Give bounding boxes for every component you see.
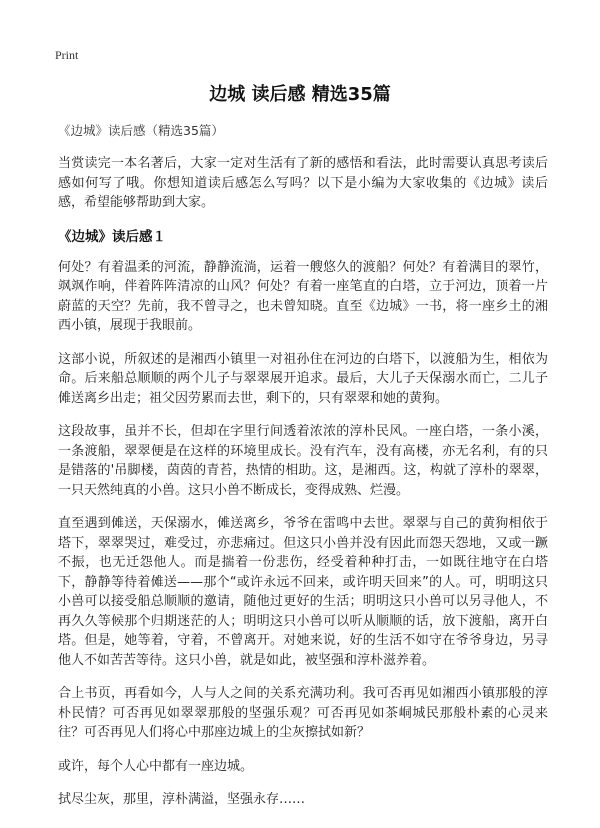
print-label: Print — [55, 48, 79, 62]
body-paragraph-1: 何处？有着温柔的河流，静静流淌，运着一艘悠久的渡船？何处？有着满目的翠竹，飒飒作响，伴着阵阵清凉的山风？何处？有着一座笔直的白塔，立于河边，顶着一片蔚蓝的天空？先前，我不曾寻之，也未曾知晓。直至《边城》一书，将一座乡土的湘西小镇，展现于我眼前。 — [58, 259, 548, 333]
body-paragraph-7: 拭尽尘灰，那里，淳朴满溢，坚强永存…… — [58, 792, 306, 807]
page-title: 边城 读后感 精选35篇 — [209, 84, 391, 105]
section-heading: 《边城》读后感１ — [58, 228, 166, 245]
document-subtitle: 《边城》读后感（精选35篇） — [58, 123, 224, 138]
body-paragraph-3: 这段故事，虽并不长，但却在字里行间透着浓浓的淳朴民风。一座白塔，一条小溪，一条渡船，翠翠便是在这样的环境里成长。没有汽车，没有高楼，亦无名利，有的只是错落的'吊脚楼，茵茵的青苔，热情的相助。这，是湘西。这，构就了淳朴的翠翠，一只天然纯真的小兽。这只小兽不断成长，变得成熟、烂漫。 — [58, 424, 548, 498]
body-paragraph-5: 合上书页，再看如今，人与人之间的关系充满功利。我可否再见如湘西小镇那般的淳朴民情？可否再见如翠翠那般的坚强乐观？可否再见如茶峒城民那般朴素的心灵来往？可否再见人们将心中那座边城上的尘灰擦拭如新？ — [58, 686, 548, 740]
body-paragraph-6: 或许，每个人心中都有一座边城。 — [58, 758, 254, 774]
body-paragraph-4: 直至遇到傩送，天保溺水，傩送离乡，爷爷在雷鸣中去世。翠翠与自己的黄狗相依于塔下，翠翠哭过，难受过，亦悲痛过。但这只小兽并没有因此而怨天怨地，又或一蹶不振，也无迁怨他人。而是揣着一份悲伤，经受着种种打击，一如既往地守在白塔下，静静等待着傩送——那个“或许永远不回来，或许明天回来”的人。可，明明这只小兽可以接受船总顺顺的邀请，随他过更好的生活；明明这只小兽可以另寻他人，不再久久等候那个归期迷茫的人；明明这只小兽可以听从顺顺的话，放下渡船，离开白塔。但是，她等着，守着，不曾离开。对她来说，好的生活不如守在爷爷身边，另寻他人不如苦苦等待。这只小兽，就是如此，被坚强和淳朴滋养着。 — [58, 516, 548, 668]
body-paragraph-2: 这部小说，所叙述的是湘西小镇里一对祖孙住在河边的白塔下，以渡船为生，相依为命。后来船总顺顺的两个儿子与翠翠展开追求。最后，大儿子天保溺水而亡，二儿子傩送离乡出走；祖父因劳累而去世，剩下的，只有翠翠和她的黄狗。 — [58, 351, 548, 406]
intro-paragraph: 当赏读完一本名著后，大家一定对生活有了新的感悟和看法，此时需要认真思考读后感如何写了哦。你想知道读后感怎么写吗？以下是小编为大家收集的《边城》读后感，希望能够帮助到大家。 — [58, 156, 548, 210]
article-body — [58, 122, 548, 824]
